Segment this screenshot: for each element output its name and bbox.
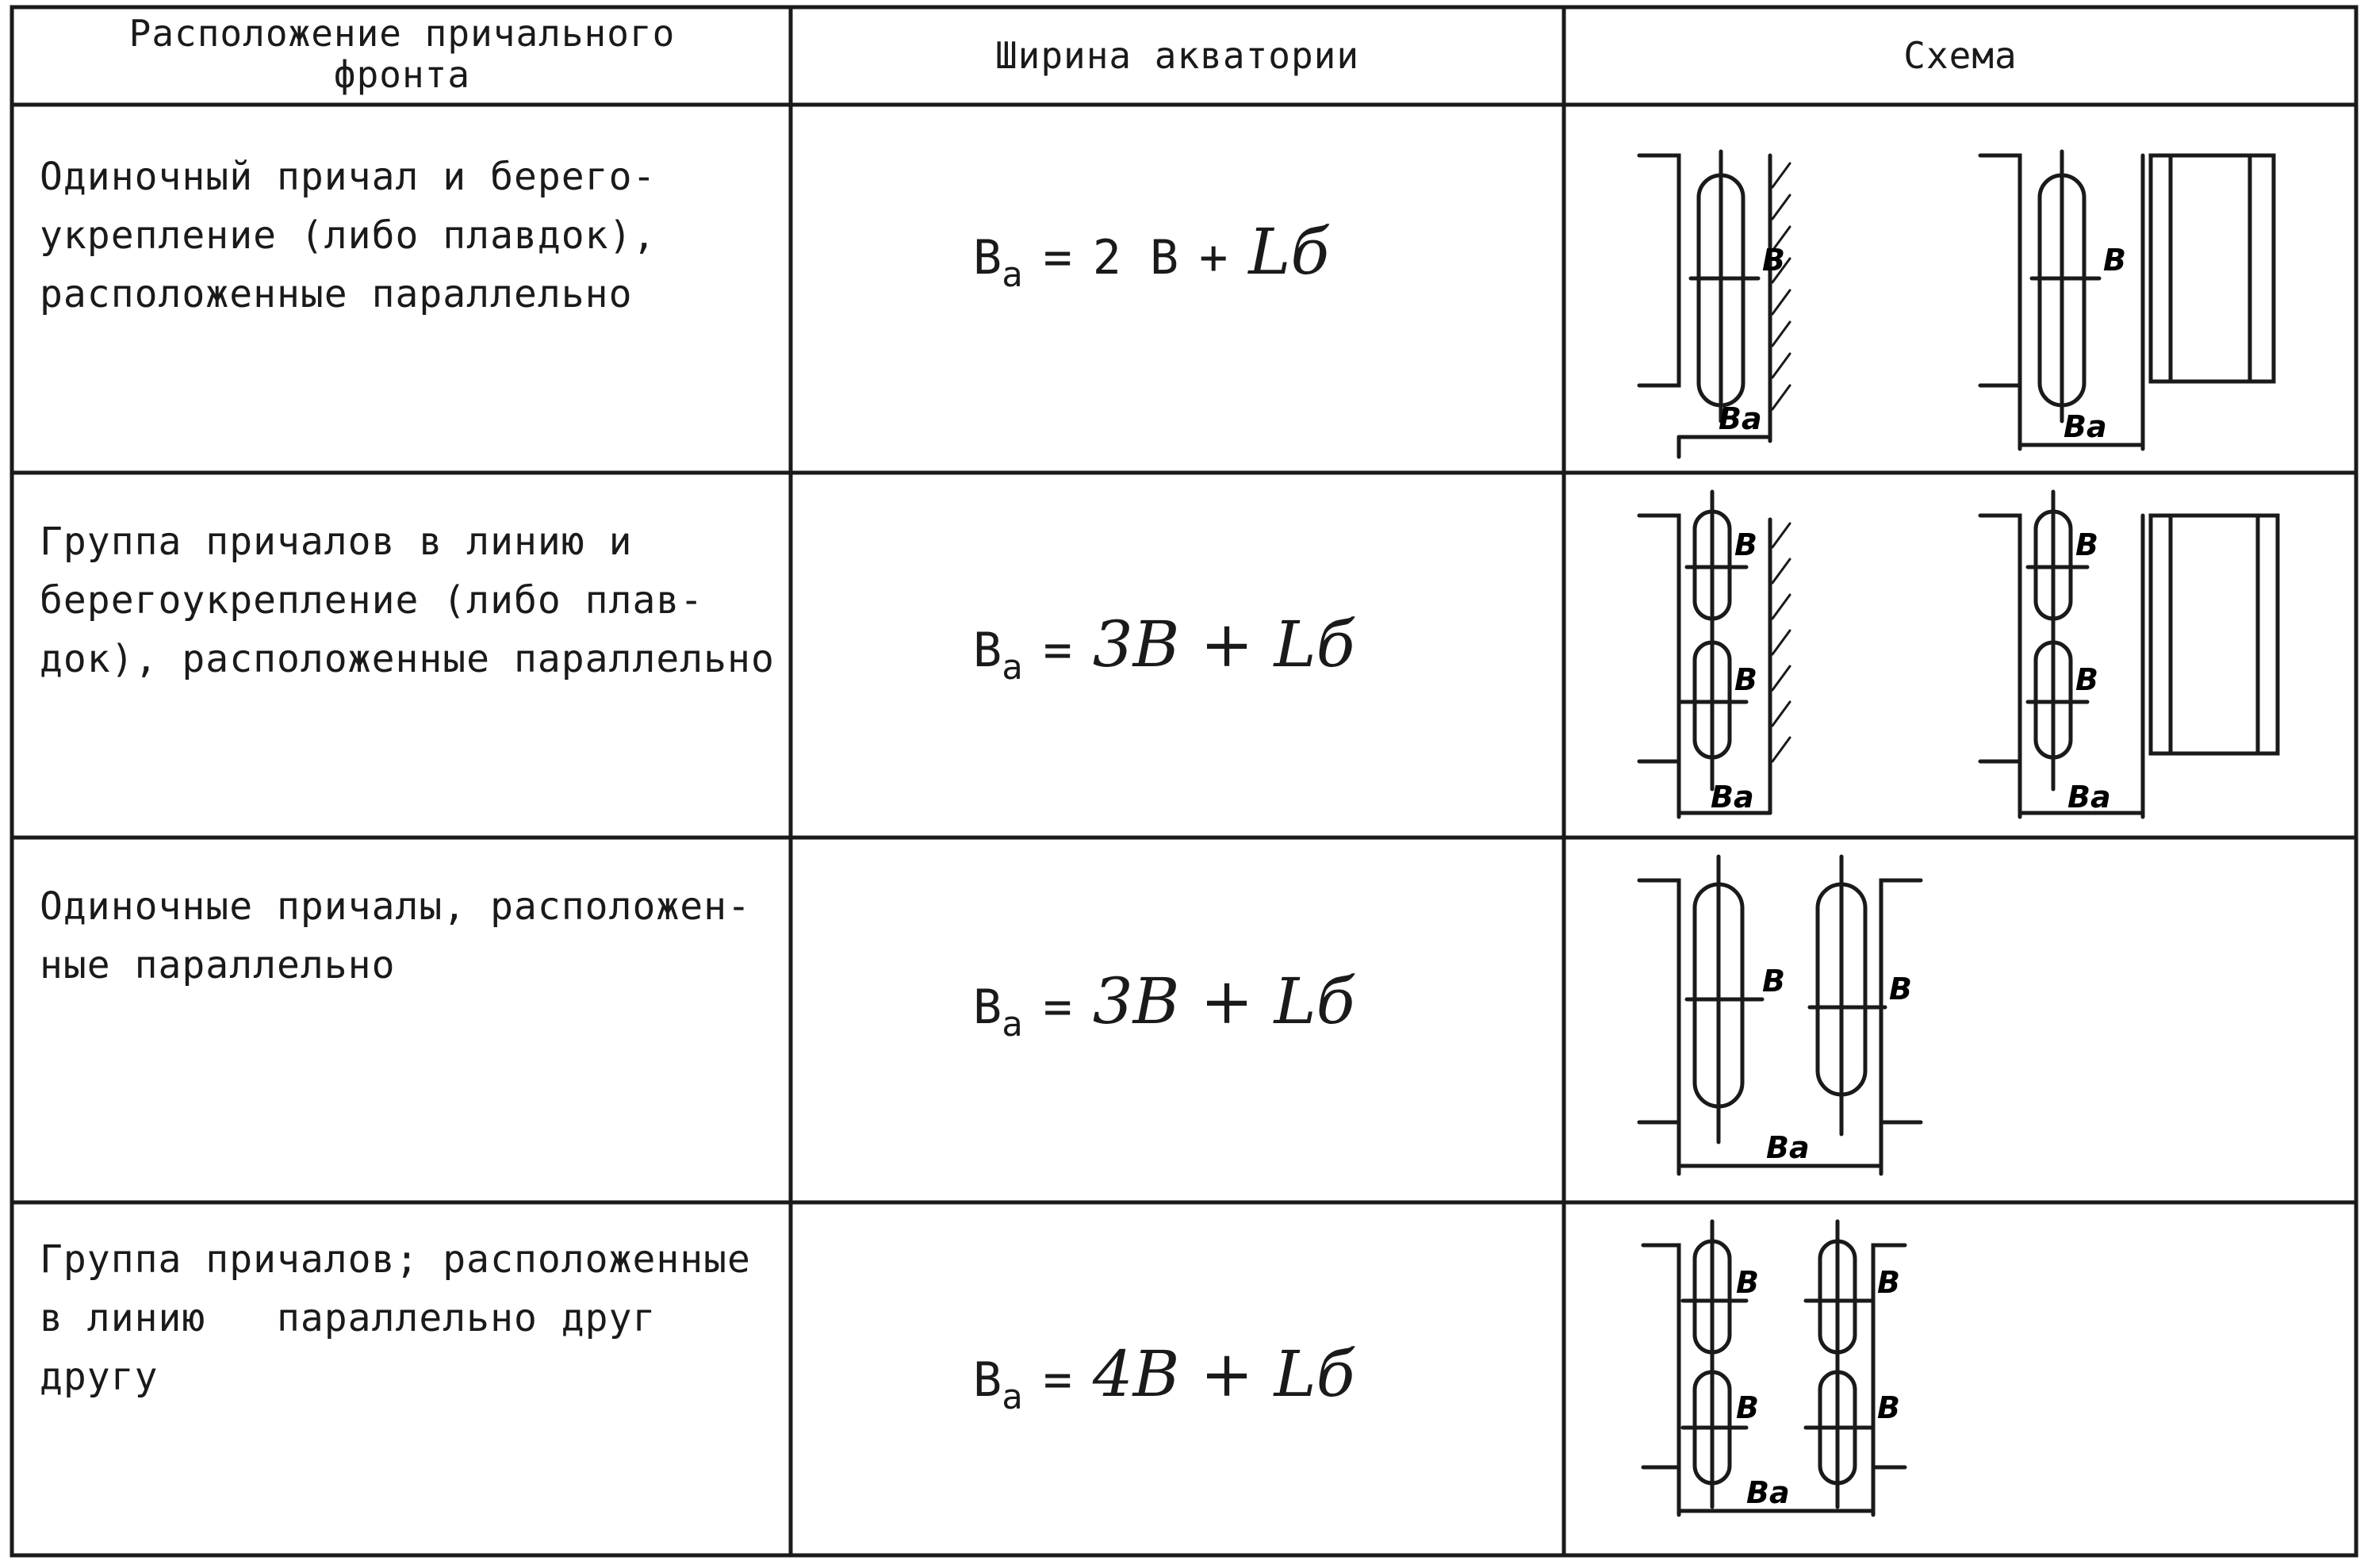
- basin-width-label: Ba: [2067, 780, 2111, 815]
- header-col-location-line2: фронта: [333, 53, 471, 96]
- row-1-schema: [1568, 108, 2353, 469]
- formula-plus: +: [1200, 964, 1254, 1038]
- ship-width-label: B: [1762, 243, 1785, 278]
- schema-single-berths-diagram: [1568, 841, 2353, 1199]
- formula-lhs: $B_a$: [973, 230, 1023, 295]
- formula-lhs: $B_a$: [973, 1352, 1023, 1417]
- formula-plus: +: [1199, 230, 1228, 286]
- formula-term2: Lб: [1248, 215, 1330, 289]
- ship-width-label: B: [1736, 1265, 1759, 1300]
- ship-width-label: B: [1762, 964, 1785, 999]
- row-4-schema: [1568, 1206, 2353, 1555]
- formula-lhs: $B_a$: [973, 980, 1023, 1045]
- formula-term1: 4B: [1092, 1337, 1180, 1411]
- ship-width-label: B: [1889, 972, 1912, 1006]
- ship-width-label: B: [2103, 243, 2126, 278]
- row-3-formula: [973, 964, 1355, 1045]
- row-3-schema: [1568, 841, 2353, 1199]
- header-col-width: Ширина акватории: [994, 34, 1360, 77]
- row-4-description: Группа причалов; расположенные в линию параллельно друг другу: [40, 1237, 751, 1399]
- formula-equals: =: [1043, 980, 1072, 1035]
- ship-width-label: B: [1736, 1390, 1759, 1425]
- row-1-description: Одиночный причал и берего- укрепление (либо плавдок), расположенные параллельно: [40, 155, 657, 316]
- formula-equals: =: [1043, 1352, 1072, 1408]
- row-2-description: Группа причалов в линию и берегоукрепление (либо плав- док), расположенные параллельно: [40, 519, 775, 681]
- ship-width-label: B: [2075, 662, 2098, 697]
- row-3-description: Одиночные причалы, расположен- ные параллельно: [40, 884, 751, 987]
- basin-width-label: Ba: [2064, 409, 2107, 444]
- formula-plus: +: [1200, 1337, 1254, 1411]
- ship-width-label: B: [1734, 527, 1757, 562]
- schema-berth-group-diagram: [1568, 476, 2353, 834]
- header-col-schema: Схема: [1903, 34, 2018, 77]
- formula-term1: 2 B: [1092, 230, 1179, 286]
- formula-equals: =: [1043, 230, 1072, 286]
- row-2-formula: [973, 608, 1355, 688]
- formula-plus: +: [1200, 608, 1254, 681]
- row-4-formula: [973, 1337, 1355, 1417]
- basin-width-label: Ba: [1766, 1130, 1810, 1165]
- ship-width-label: B: [2075, 527, 2098, 562]
- formula-equals: =: [1043, 623, 1072, 678]
- formula-lhs: $B_a$: [973, 623, 1023, 688]
- row-2-schema: [1568, 476, 2353, 834]
- formula-term2: Lб: [1274, 1337, 1355, 1411]
- formula-term2: Lб: [1274, 608, 1355, 681]
- basin-width-label: Ba: [1711, 780, 1754, 815]
- header-col-location-line1: Расположение причального: [128, 12, 676, 55]
- formula-term1: 3B: [1092, 964, 1180, 1038]
- header-col-location: [17, 13, 787, 95]
- formula-term2: Lб: [1274, 964, 1355, 1038]
- basin-width-label: Ba: [1719, 401, 1762, 436]
- berth-table: [10, 5, 2359, 1559]
- formula-term1: 3B: [1092, 608, 1180, 681]
- ship-width-label: B: [1877, 1390, 1900, 1425]
- ship-width-label: B: [1734, 662, 1757, 697]
- row-1-formula: [973, 215, 1330, 295]
- schema-berth-groups-diagram: [1568, 1206, 2353, 1555]
- schema-single-berth-diagram: [1568, 108, 2353, 469]
- ship-width-label: B: [1877, 1265, 1900, 1300]
- basin-width-label: Ba: [1746, 1475, 1790, 1510]
